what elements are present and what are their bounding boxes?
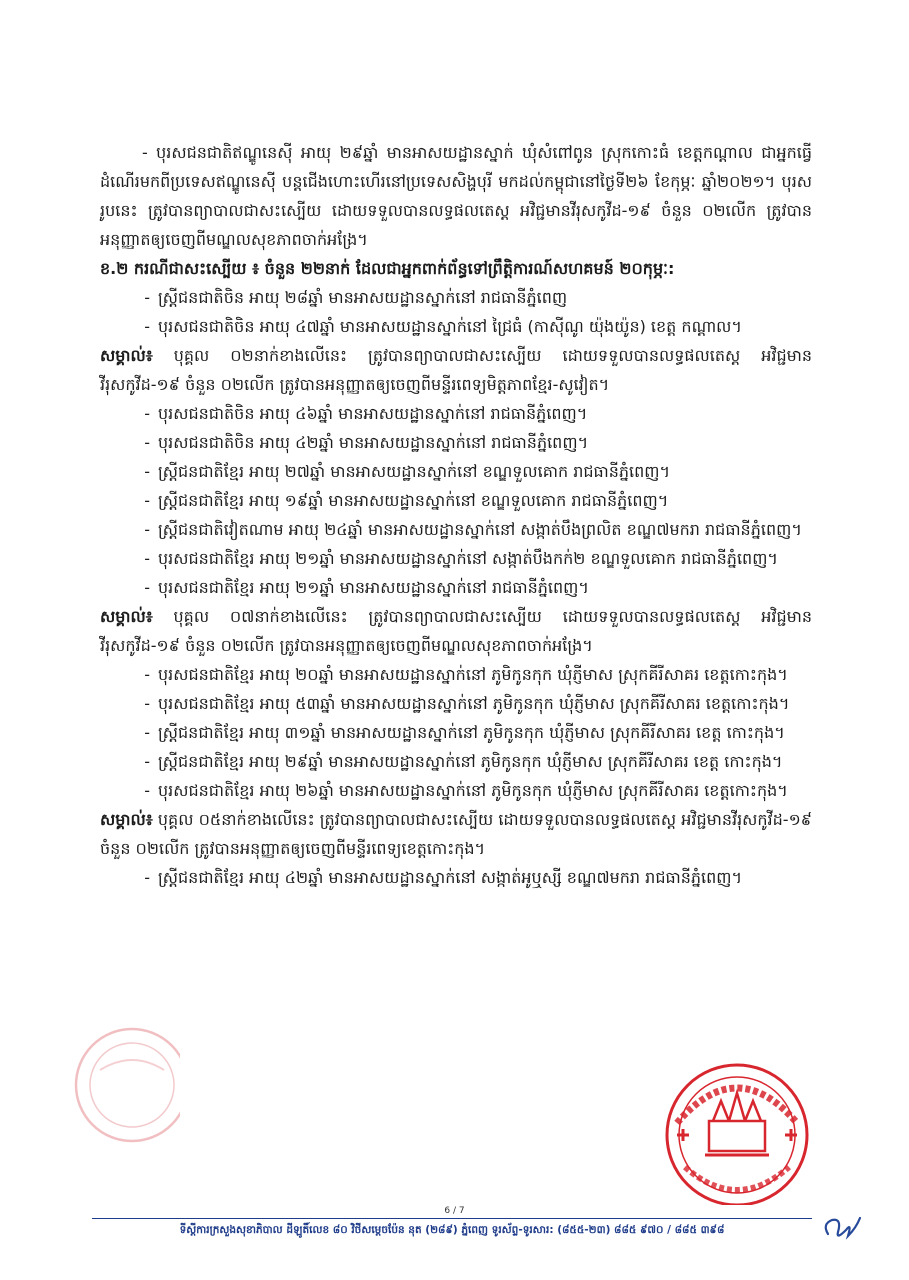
- list-item: [100, 660, 812, 689]
- document-body: [100, 138, 812, 892]
- list-item-text: ស្ត្រីជនជាតិខ្មែរ អាយុ ៣១ឆ្នាំ មានអាសយដ្ឋានស្នាក់នៅ ភូមិកូនកុក ឃុំភ្ញីមាស ស្រុកគីរីសាគរ ខេត្ត កោះកុង។: [158, 723, 785, 742]
- group-4-list: [100, 863, 812, 892]
- list-dash: -: [144, 781, 150, 800]
- list-item: [100, 718, 812, 747]
- list-dash: -: [144, 404, 150, 423]
- section-heading-2-2: ខ.២ ករណីជាសះស្បើយ ៖ ចំនួន ២២នាក់ ដែលជាអ្នកពាក់ព័ន្ធទៅព្រឹត្តិការណ៍សហគមន៍ ២០កុម្ភៈ:: [100, 259, 675, 278]
- intro-text: - បុរសជនជាតិឥណ្ឌូនេស៊ី អាយុ ២៩ឆ្នាំ មានអាសយដ្ឋានស្នាក់ ឃុំសំពៅពូន ស្រុកកោះធំ ខេត្តកណ្តាល ជាអ្នកធ្វើដំណើរមកពីប្រទេសឥណ្ឌូនេស៊ី បន្តជើងហោះហើរនៅប្រទេសសិង្ហបុរី មកដល់កម្ពុជានៅថ្ងៃទី២៦ ខែកុម្ភៈ ឆ្នាំ២០២១។ បុរសរូបនេះ ត្រូវបានព្យាបាលជាសះស្បើយ ដោយទទួលបានលទ្ធផលតេស្ត អវិជ្ជមានវីរុសកូវីដ-១៩ ចំនួន ០២លើក ត្រូវបានអនុញ្ញាតឲ្យចេញពីមណ្ឌលសុខភាពចាក់អង្រែ។: [100, 143, 812, 249]
- list-dash: -: [144, 549, 150, 568]
- footer-divider: [92, 1218, 812, 1219]
- note-label: សម្គាល់៖: [100, 346, 153, 365]
- list-item-text: បុរសជនជាតិខ្មែរ អាយុ ៥៣ឆ្នាំ មានអាសយដ្ឋានស្នាក់នៅ ភូមិកូនកុក ឃុំភ្ញីមាស ស្រុកគីរីសាគរ ខេត្តកោះកុង។: [158, 694, 790, 713]
- list-item-text: បុរសជនជាតិខ្មែរ អាយុ ២១ឆ្នាំ មានអាសយដ្ឋានស្នាក់នៅ សង្កាត់បឹងកក់២ ខណ្ឌទួលគោក រាជធានីភ្នំពេញ។: [158, 549, 778, 568]
- list-item: [100, 515, 812, 544]
- list-item: [100, 689, 812, 718]
- list-dash: -: [144, 723, 150, 742]
- list-dash: -: [144, 520, 150, 539]
- list-dash: -: [144, 317, 150, 336]
- note-text: បុគ្គល ០២នាក់ខាងលើនេះ ត្រូវបានព្យាបាលជាសះស្បើយ ដោយទទួលបានលទ្ធផលតេស្ត អវិជ្ជមានវីរុសកូវីដ-១៩ ចំនួន ០២លើក ត្រូវបានអនុញ្ញាតឲ្យចេញពីមន្ទីរពេទ្យមិត្តភាពខ្មែរ-សូវៀត។: [100, 346, 812, 394]
- faint-seal-stamp: [70, 1010, 180, 1160]
- list-item: [100, 312, 812, 341]
- list-dash: -: [144, 491, 150, 510]
- note-label: សម្គាល់៖: [100, 810, 153, 829]
- ministry-seal-stamp: [655, 1055, 815, 1205]
- group-3-list: [100, 660, 812, 805]
- intro-paragraph: [100, 138, 812, 254]
- list-dash: -: [144, 868, 150, 887]
- list-dash: -: [144, 752, 150, 771]
- note-3: [100, 805, 812, 863]
- list-item-text: បុរសជនជាតិខ្មែរ អាយុ ២៦ឆ្នាំ មានអាសយដ្ឋានស្នាក់នៅ ភូមិកូនកុក ឃុំភ្ញីមាស ស្រុកគីរីសាគរ ខេត្តកោះកុង។: [158, 781, 788, 800]
- list-item: [100, 544, 812, 573]
- list-item-text: បុរសជនជាតិចិន អាយុ ៤៧ឆ្នាំ មានអាសយដ្ឋានស្នាក់នៅ ជ្រៃធំ (កាស៊ីណូ យ៉ុងយ៉ូន) ខេត្ត កណ្តាល។: [158, 317, 742, 336]
- list-item: [100, 776, 812, 805]
- list-item: [100, 399, 812, 428]
- list-item: [100, 486, 812, 515]
- list-item-text: បុរសជនជាតិខ្មែរ អាយុ ២១ឆ្នាំ មានអាសយដ្ឋានស្នាក់នៅ រាជធានីភ្នំពេញ។: [158, 578, 589, 597]
- handwritten-initials: [818, 1212, 864, 1246]
- list-item-text: ស្ត្រីជនជាតិចិន អាយុ ២៨ឆ្នាំ មានអាសយដ្ឋានស្នាក់នៅ រាជធានីភ្នំពេញ: [158, 288, 568, 307]
- list-dash: -: [144, 694, 150, 713]
- note-1: [100, 341, 812, 399]
- list-item-text: ស្ត្រីជនជាតិខ្មែរ អាយុ ១៩ឆ្នាំ មានអាសយដ្ឋានស្នាក់នៅ ខណ្ឌទួលគោក រាជធានីភ្នំពេញ។: [158, 491, 669, 510]
- list-item-text: បុរសជនជាតិខ្មែរ អាយុ ២០ឆ្នាំ មានអាសយដ្ឋានស្នាក់នៅ ភូមិកូនកុក ឃុំភ្ញីមាស ស្រុកគីរីសាគរ ខេត្តកោះកុង។: [158, 665, 788, 684]
- list-dash: -: [144, 665, 150, 684]
- note-text: បុគ្គល ០៥នាក់ខាងលើនេះ ត្រូវបានព្យាបាលជាសះស្បើយ ដោយទទួលបានលទ្ធផលតេស្ត អវិជ្ជមានវីរុសកូវីដ-១៩ ចំនួន ០២លើក ត្រូវបានអនុញ្ញាតឲ្យចេញពីមន្ទីរពេទ្យខេត្តកោះកុង។: [100, 810, 812, 858]
- list-item: [100, 283, 812, 312]
- note-2: [100, 602, 812, 660]
- note-text: បុគ្គល ០៧នាក់ខាងលើនេះ ត្រូវបានព្យាបាលជាសះស្បើយ ដោយទទួលបានលទ្ធផលតេស្ត អវិជ្ជមានវីរុសកូវីដ-១៩ ចំនួន ០២លើក ត្រូវបានអនុញ្ញាតឲ្យចេញពីមណ្ឌលសុខភាពចាក់អង្រែ។: [100, 607, 812, 655]
- list-item: [100, 573, 812, 602]
- list-item: [100, 747, 812, 776]
- list-item-text: ស្ត្រីជនជាតិខ្មែរ អាយុ ២៧ឆ្នាំ មានអាសយដ្ឋានស្នាក់នៅ ខណ្ឌទួលគោក រាជធានីភ្នំពេញ។: [158, 462, 671, 481]
- list-dash: -: [144, 433, 150, 452]
- list-dash: -: [144, 578, 150, 597]
- list-item: [100, 428, 812, 457]
- list-item-text: ស្ត្រីជនជាតិខ្មែរ អាយុ ៤២ឆ្នាំ មានអាសយដ្ឋានស្នាក់នៅ សង្កាត់អូឬស្សី ខណ្ឌ៧មករា រាជធានីភ្នំពេញ។: [158, 868, 743, 887]
- list-item-text: ស្ត្រីជនជាតិវៀតណាម អាយុ ២៤ឆ្នាំ មានអាសយដ្ឋានស្នាក់នៅ សង្កាត់បឹងព្រលិត ខណ្ឌ៧មករា រាជធានីភ្នំពេញ។: [158, 520, 802, 539]
- group-2-list: [100, 399, 812, 602]
- list-item: [100, 457, 812, 486]
- page-number: 6 / 7: [444, 1206, 465, 1216]
- group-1-list: [100, 283, 812, 341]
- list-item-text: បុរសជនជាតិចិន អាយុ ៤៦ឆ្នាំ មានអាសយដ្ឋានស្នាក់នៅ រាជធានីភ្នំពេញ។: [158, 404, 588, 423]
- list-item-text: ស្ត្រីជនជាតិខ្មែរ អាយុ ២៩ឆ្នាំ មានអាសយដ្ឋានស្នាក់នៅ ភូមិកូនកុក ឃុំភ្ញីមាស ស្រុកគីរីសាគរ ខេត្ត កោះកុង។: [158, 752, 783, 771]
- footer-address: ទីស្តីការក្រសួងសុខាភិបាល ដីឡូតិ៍លេខ ៨០ វិថីសម្តេចប៉ែន នុត (២៨៩) ភ្នំពេញ ទូរស័ព្ទ-ទូរសារ: (៨៥៥-២៣) ៨៨៥ ៩៧០ / ៨៨៥ ៣៩៨: [179, 1224, 725, 1236]
- list-dash: -: [144, 288, 150, 307]
- note-label: សម្គាល់៖: [100, 607, 153, 626]
- list-item: [100, 863, 812, 892]
- list-item-text: បុរសជនជាតិចិន អាយុ ៤២ឆ្នាំ មានអាសយដ្ឋានស្នាក់នៅ រាជធានីភ្នំពេញ។: [158, 433, 589, 452]
- list-dash: -: [144, 462, 150, 481]
